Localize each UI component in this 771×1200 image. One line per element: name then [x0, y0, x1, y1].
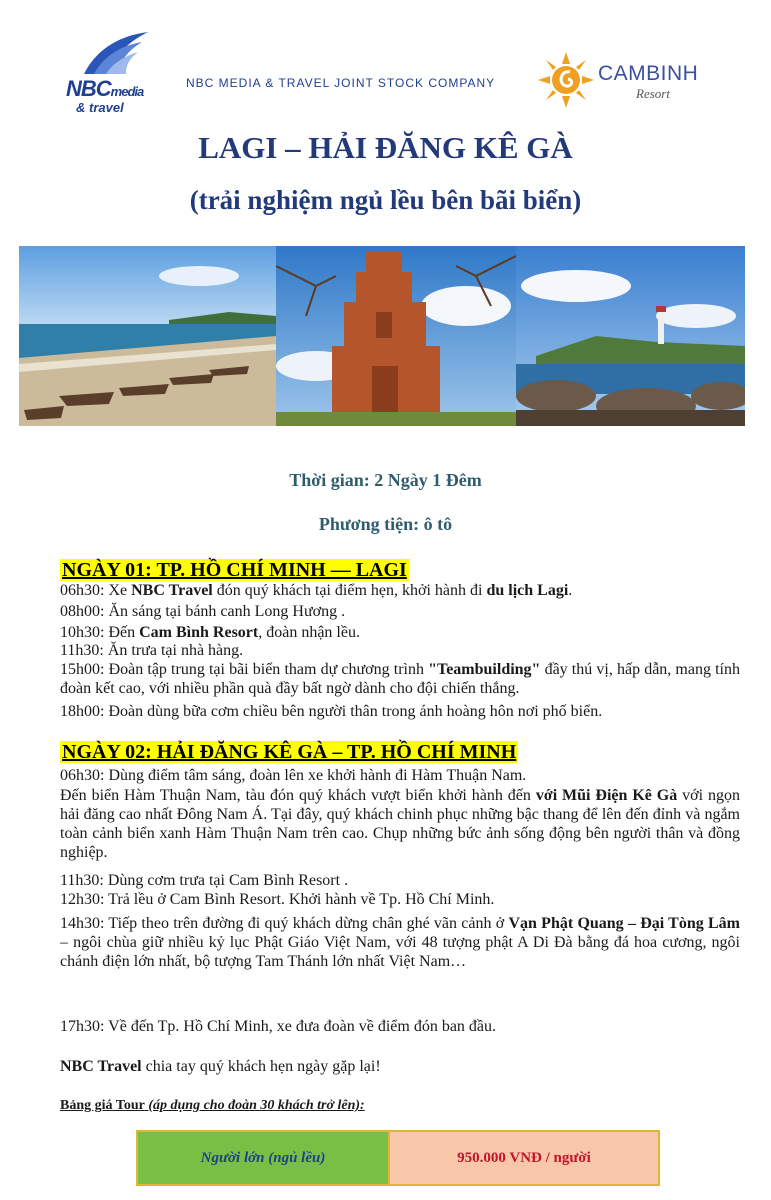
page-title: LAGI – HẢI ĐĂNG KÊ GÀ — [198, 130, 573, 165]
day2-item: 14h30: Tiếp theo trên đường đi quý khách dừng chân ghé vãn cảnh ở Vạn Phật Quang – Đại Tòng Lâm – ngôi chùa giữ nhiều kỷ lục Phật Giáo Việt Nam, với 48 tượng phật A Di Đà bằng đá hoa cương, ngôi chánh điện lớn nhất, bộ tượng Tam Thánh lớn nhất Việt Nam… — [60, 915, 740, 970]
day2-item: Đến biển Hàm Thuận Nam, tàu đón quý khách vượt biển khởi hành đến với Mũi Điện Kê Gà với ngọn hải đăng cao nhất Đông Nam Á. Tại đây, quý khách chinh phục những bậc thang để lên đến đỉnh và ngắm toàn cảnh biển xanh Hàm Thuận Nam trên cao. Chụp những bức ảnh sống động bên người thân và đồng nghiệp. — [60, 787, 740, 861]
day2-heading: NGÀY 02: HẢI ĐĂNG KÊ GÀ – TP. HỒ CHÍ MINH — [62, 741, 517, 763]
day1-heading: NGÀY 01: TP. HỒ CHÍ MINH — LAGI — [62, 559, 407, 581]
cambinh-name: CAMBINH — [598, 62, 699, 85]
day2-item: 06h30: Dùng điểm tâm sáng, đoàn lên xe khởi hành đi Hàm Thuận Nam. — [60, 767, 527, 784]
day2-item: 17h30: Về đến Tp. Hồ Chí Minh, xe đưa đoàn về điểm đón ban đầu. — [60, 1018, 497, 1035]
beach-with-boats-photo — [19, 246, 276, 426]
price-table-title: Bảng giá Tour (áp dụng cho đoàn 30 khách trở lên): — [60, 1098, 365, 1113]
day1-item: 18h00: Đoàn dùng bữa cơm chiều bên người thân trong ánh hoàng hôn nơi phố biển. — [60, 703, 603, 720]
price-value-cell: 950.000 VNĐ / người — [390, 1132, 658, 1184]
page-subtitle: (trải nghiệm ngủ lều bên bãi biển) — [189, 185, 582, 215]
day2-item: 11h30: Dùng cơm trưa tại Cam Bình Resort . — [60, 872, 349, 889]
day1-item: 15h00: Đoàn tập trung tại bãi biển tham dự chương trình "Teambuilding" đầy thú vị, hấp dẫn, mang tính đoàn kết cao, với nhiều phần quà đầy bất ngờ dành cho đội chiến thắng. — [60, 661, 741, 697]
nbc-brand-text: NBCmedia — [66, 76, 144, 101]
day2-item: 12h30: Trả lều ở Cam Bình Resort. Khởi hành về Tp. Hồ Chí Minh. — [60, 891, 495, 908]
price-label-cell: Người lớn (ngủ lều) — [138, 1132, 390, 1184]
nbc-media-travel-logo — [62, 30, 172, 120]
cambinh-resort-logo — [536, 50, 726, 112]
day2-closing: NBC Travel chia tay quý khách hẹn ngày gặp lại! — [60, 1058, 381, 1075]
company-name: NBC MEDIA & TRAVEL JOINT STOCK COMPANY — [186, 76, 496, 90]
cambinh-resort-text: Resort — [636, 86, 670, 101]
day1-item: 06h30: Xe NBC Travel đón quý khách tại điểm hẹn, khởi hành đi du lịch Lagi. — [60, 582, 573, 599]
tour-duration: Thời gian: 2 Ngày 1 Đêm — [289, 470, 482, 490]
lighthouse-photo — [516, 246, 745, 426]
day1-item: 11h30: Ăn trưa tại nhà hàng. — [60, 642, 244, 659]
nbc-brand-subtext: & travel — [76, 100, 124, 115]
sun-icon — [536, 50, 596, 110]
day1-item: 08h00: Ăn sáng tại bánh canh Long Hương . — [60, 603, 346, 620]
wave-icon — [76, 30, 156, 80]
price-table — [136, 1130, 660, 1186]
day1-item: 10h30: Đến Cam Bình Resort, đoàn nhận lều. — [60, 624, 360, 641]
cham-tower-photo — [276, 246, 516, 426]
tour-transport: Phương tiện: ô tô — [318, 514, 453, 534]
